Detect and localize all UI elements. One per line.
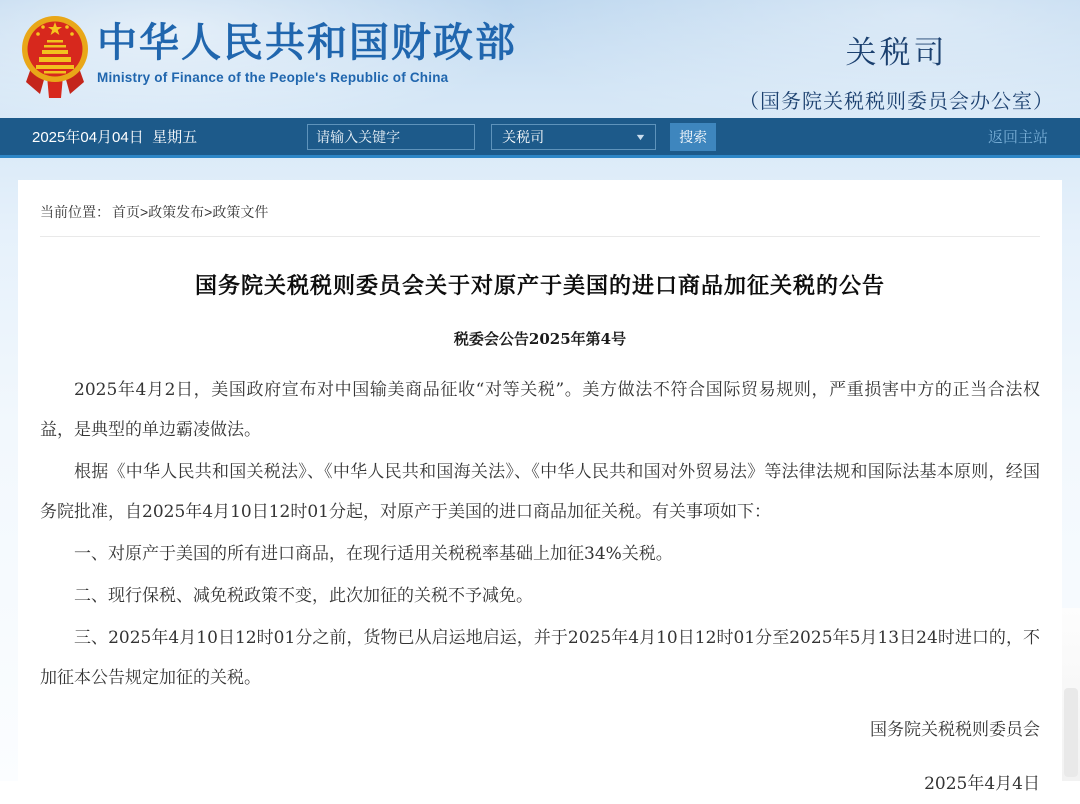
chevron-down-icon: ▼: [634, 131, 647, 142]
breadcrumb-divider: [40, 236, 1040, 237]
site-header: [0, 0, 1080, 118]
scrollbar-thumb[interactable]: [1064, 688, 1078, 777]
content-panel: [18, 180, 1062, 794]
search-input[interactable]: [307, 124, 475, 150]
article-paragraph: 根据《中华人民共和国关税法》、《中华人民共和国海关法》、《中华人民共和国对外贸易法》等法律法规和国际法基本原则，经国务院批准，自2025年4月10日12时01分起，对原产于美国的进口商品加征关税。有关事项如下：: [40, 462, 1040, 522]
document-number: 税委会公告2025年第4号: [453, 330, 627, 348]
ministry-name-en: Ministry of Finance of the People's Republic of China: [97, 70, 449, 85]
article-paragraph: 2025年4月2日，美国政府宣布对中国输美商品征收“对等关税”。美方做法不符合国际贸易规则，严重损害中方的正当合法权益，是典型的单边霸凌做法。: [40, 380, 1040, 440]
breadcrumb-label: 当前位置：: [40, 204, 110, 220]
current-date: 2025年04月04日 星期五: [32, 129, 198, 146]
breadcrumb-path[interactable]: 首页>政策发布>政策文件: [112, 204, 269, 220]
article-paragraph: 二、现行保税、减免税政策不变，此次加征的关税不予减免。: [74, 586, 533, 606]
issue-date: 2025年4月4日: [924, 774, 1040, 794]
back-to-main-site-link[interactable]: 返回主站: [987, 129, 1048, 146]
article-title: 国务院关税税则委员会关于对原产于美国的进口商品加征关税的公告: [194, 273, 885, 298]
ministry-title-block: [97, 21, 517, 85]
issuer-signature: 国务院关税税则委员会: [870, 720, 1040, 740]
article-paragraph: 一、对原产于美国的所有进口商品，在现行适用关税税率基础上加征34%关税。: [74, 544, 673, 564]
article-body: [40, 370, 1040, 804]
site-title-block: [739, 27, 1054, 114]
search-button[interactable]: 搜索: [670, 123, 716, 151]
national-emblem-icon: [18, 12, 92, 102]
site-title: 关税司: [845, 35, 948, 70]
search-scope-select[interactable]: [491, 124, 656, 150]
search-scope-value: 关税司: [502, 128, 545, 145]
breadcrumb: [40, 180, 1040, 222]
ministry-name-cn: 中华人民共和国财政部: [97, 21, 517, 65]
scrollbar[interactable]: [1062, 608, 1080, 781]
site-subtitle: （国务院关税税则委员会办公室）: [739, 91, 1054, 113]
article-paragraph: 三、2025年4月10日12时01分之前，货物已从启运地启运，并于2025年4月10日12时01分至2025年5月13日24时进口的，不加征本公告规定加征的关税。: [40, 628, 1040, 688]
navbar: [0, 118, 1080, 158]
